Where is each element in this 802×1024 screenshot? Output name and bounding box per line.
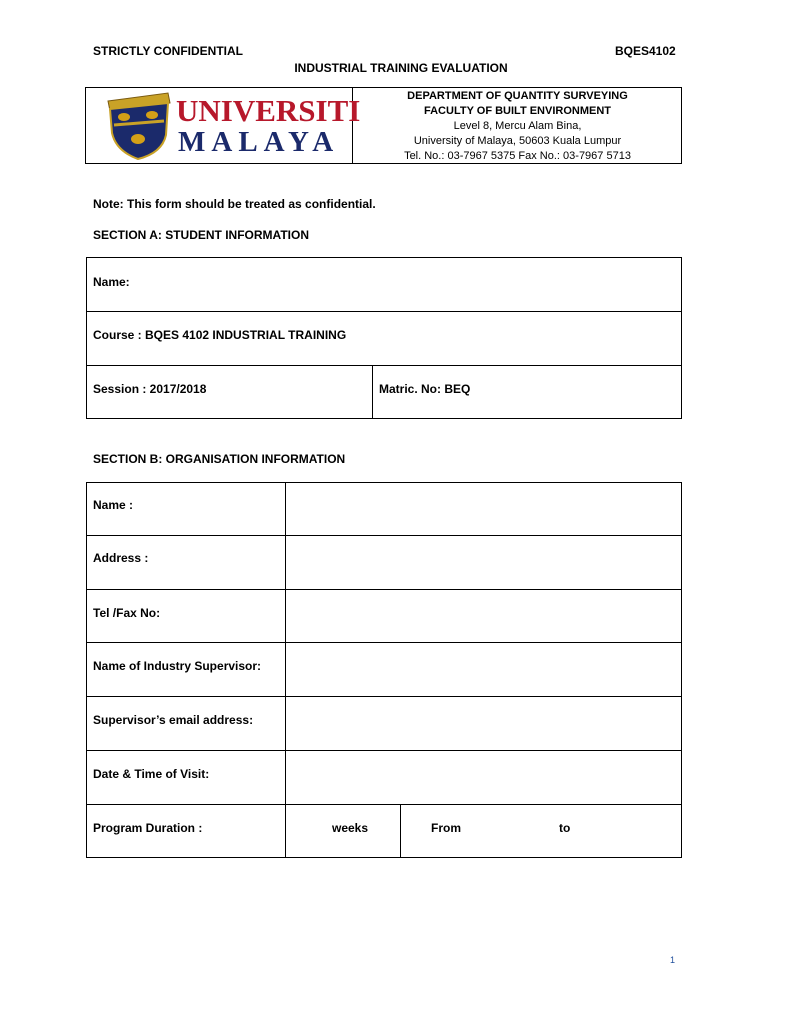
- org-name-label: Name :: [93, 498, 134, 512]
- confidential-label: STRICTLY CONFIDENTIAL: [93, 44, 244, 58]
- university-logo: [104, 89, 361, 161]
- address-line1: Level 8, Mercu Alam Bina,: [453, 120, 582, 132]
- student-name-field[interactable]: Name:: [93, 275, 130, 289]
- faculty-name: FACULTY OF BUILT ENVIRONMENT: [424, 105, 611, 117]
- contact-line: Tel. No.: 03-7967 5375 Fax No.: 03-7967 5713: [404, 150, 631, 162]
- section-b-title: SECTION B: ORGANISATION INFORMATION: [93, 452, 346, 466]
- weeks-label: weeks: [332, 821, 369, 835]
- org-telfax-input[interactable]: [286, 590, 681, 642]
- address-line2: University of Malaya, 50603 Kuala Lumpur: [413, 135, 622, 147]
- logo-word1: UNIVERSITI: [176, 93, 361, 128]
- visit-datetime-label: Date & Time of Visit:: [93, 767, 210, 781]
- page-number: 1: [670, 955, 676, 965]
- course-field: Course : BQES 4102 INDUSTRIAL TRAINING: [93, 328, 347, 342]
- supervisor-name-label: Name of Industry Supervisor:: [93, 659, 262, 673]
- org-address-label: Address :: [93, 551, 149, 565]
- session-field: Session : 2017/2018: [93, 382, 207, 396]
- org-name-input[interactable]: [286, 483, 681, 535]
- supervisor-email-label: Supervisor’s email address:: [93, 713, 254, 727]
- matric-field[interactable]: Matric. No: BEQ: [379, 382, 471, 396]
- org-telfax-label: Tel /Fax No:: [93, 606, 161, 620]
- confidential-note: Note: This form should be treated as confidential.: [93, 197, 376, 211]
- crest-icon: [104, 89, 361, 161]
- supervisor-email-input[interactable]: [286, 697, 681, 750]
- section-a-title: SECTION A: STUDENT INFORMATION: [93, 228, 309, 242]
- course-code: BQES4102: [615, 44, 676, 58]
- org-address-input[interactable]: [286, 536, 681, 589]
- program-duration-label: Program Duration :: [93, 821, 203, 835]
- department-name: DEPARTMENT OF QUANTITY SURVEYING: [407, 90, 628, 102]
- from-label: From: [431, 821, 461, 835]
- department-info: [353, 89, 682, 164]
- to-label: to: [559, 821, 571, 835]
- supervisor-name-input[interactable]: [286, 643, 681, 696]
- logo-word2: MALAYA: [178, 126, 340, 158]
- form-title: INDUSTRIAL TRAINING EVALUATION: [294, 61, 508, 75]
- visit-datetime-input[interactable]: [286, 751, 681, 804]
